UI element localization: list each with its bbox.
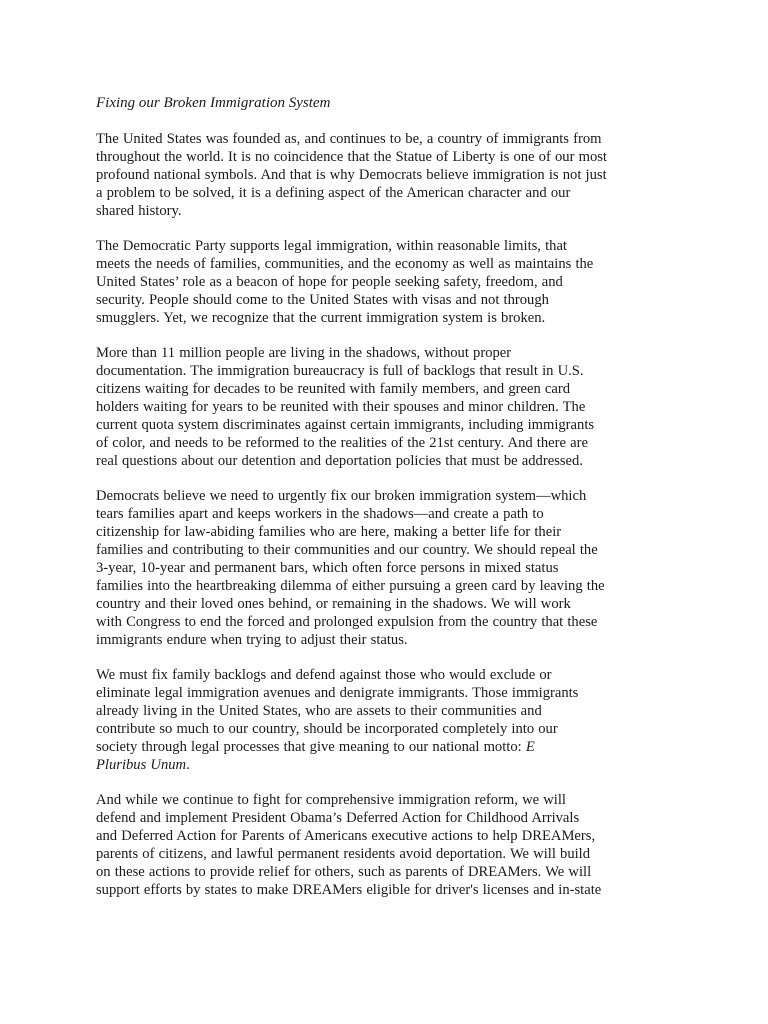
text-line: More than 11 million people are living in the shadows, without proper [96,345,512,361]
text-line: meets the needs of families, communities, and the economy as well as maintains the [96,256,594,272]
text-line: tears families apart and keeps workers in the shadows—and create a path to [96,506,544,522]
text-segment: society through legal processes that give meaning to our national motto: [96,739,526,755]
text-line: shared history. [96,203,182,219]
paragraph-6 [96,791,662,899]
text-line: and Deferred Action for Parents of Americans executive actions to help DREAMers, [96,828,596,844]
text-line: citizens waiting for decades to be reunited with family members, and green card [96,381,571,397]
text-line: documentation. The immigration bureaucracy is full of backlogs that result in U.S. [96,363,584,379]
text-line: The United States was founded as, and continues to be, a country of immigrants from [96,131,602,147]
text-line: holders waiting for years to be reunited with their spouses and minor children. The [96,399,586,415]
text-line: citizenship for law-abiding families who are here, making a better life for their [96,524,562,540]
text-line: contribute so much to our country, should be incorporated completely into our [96,721,558,737]
text-line: with Congress to end the forced and prolonged expulsion from the country that these [96,614,598,630]
text-line: immigrants endure when trying to adjust their status. [96,632,408,648]
text-line: of color, and needs to be reformed to the realities of the 21st century. And there are [96,435,588,451]
text-segment: . [186,757,190,773]
text-line: security. People should come to the United States with visas and not through [96,292,549,308]
text-line: a problem to be solved, it is a defining aspect of the American character and our [96,185,571,201]
text-line: eliminate legal immigration avenues and denigrate immigrants. Those immigrants [96,685,579,701]
document-title: Fixing our Broken Immigration System [96,95,331,111]
paragraph-1 [96,130,662,220]
text-line: Democrats believe we need to urgently fix our broken immigration system—which [96,488,587,504]
text-line: The Democratic Party supports legal immigration, within reasonable limits, that [96,238,567,254]
motto-italic: Pluribus Unum [96,757,187,773]
motto-italic: E [525,739,535,755]
text-line: country and their loved ones behind, or remaining in the shadows. We will work [96,596,571,612]
text-line: families and contributing to their communities and our country. We should repeal the [96,542,598,558]
paragraph-4 [96,487,662,649]
text-line: defend and implement President Obama’s Deferred Action for Childhood Arrivals [96,810,580,826]
text-line: support efforts by states to make DREAMers eligible for driver's licenses and in-state [96,882,602,898]
paragraph-2 [96,237,662,327]
motto-line-end [96,756,662,774]
text-line: on these actions to provide relief for others, such as parents of DREAMers. We will [96,864,592,880]
text-line: already living in the United States, who are assets to their communities and [96,703,542,719]
document-body [96,94,662,916]
text-line: families into the heartbreaking dilemma of either pursuing a green card by leaving the [96,578,605,594]
paragraph-5 [96,666,662,774]
text-line: We must fix family backlogs and defend against those who would exclude or [96,667,552,683]
text-line: And while we continue to fight for comprehensive immigration reform, we will [96,792,566,808]
text-line: throughout the world. It is no coincidence that the Statue of Liberty is one of our most [96,149,607,165]
motto-line [96,738,662,756]
text-line: current quota system discriminates against certain immigrants, including immigrants [96,417,595,433]
text-line: parents of citizens, and lawful permanent residents avoid deportation. We will build [96,846,591,862]
text-line: smugglers. Yet, we recognize that the current immigration system is broken. [96,310,546,326]
text-line: United States’ role as a beacon of hope for people seeking safety, freedom, and [96,274,563,290]
text-line: real questions about our detention and deportation policies that must be addressed. [96,453,583,469]
text-line: profound national symbols. And that is why Democrats believe immigration is not just [96,167,607,183]
text-line: 3-year, 10-year and permanent bars, which often force persons in mixed status [96,560,559,576]
paragraph-3 [96,344,662,470]
